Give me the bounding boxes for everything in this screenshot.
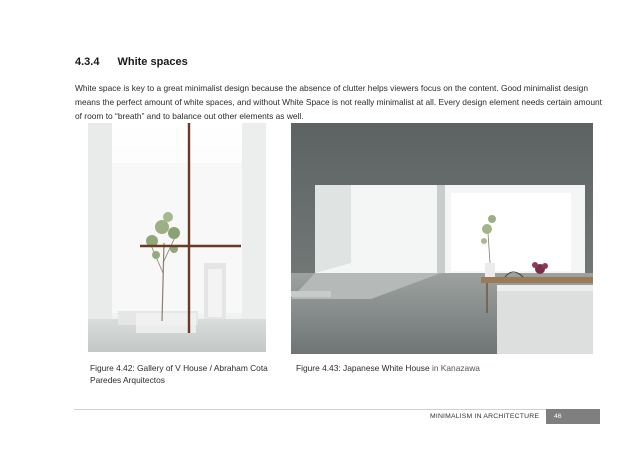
page-number bbox=[546, 409, 600, 424]
figure-4-42-caption bbox=[90, 362, 280, 386]
caption-location: in Kanazawa bbox=[431, 363, 480, 373]
figure-4-43-caption bbox=[296, 362, 556, 374]
footer-title: MINIMALISM IN ARCHITECTURE bbox=[430, 413, 540, 420]
v-house-illustration bbox=[88, 123, 266, 352]
section-number: 4.3.4 bbox=[75, 56, 100, 68]
page-number-label: 46 bbox=[554, 413, 562, 420]
white-house-illustration bbox=[291, 123, 593, 354]
section-paragraph: White space is key to a great minimalist design because the absence of clutter helps viewers focus on the content. Good minimalist design means the perfect amount of white spaces, and without White Space is not really minimalist at all. Every design element needs certain amount of room to “breath” and to balance out other elements as well. bbox=[75, 83, 602, 121]
caption-text: Figure 4.42: Gallery of V House / Abraham Cota Paredes Arquitectos bbox=[90, 363, 268, 385]
figure-v-house-photo bbox=[88, 123, 266, 352]
section-heading bbox=[75, 56, 188, 68]
caption-text: Figure 4.43: Japanese White House bbox=[296, 363, 430, 373]
figure-japanese-white-house-photo bbox=[291, 123, 593, 354]
section-title: White spaces bbox=[117, 56, 188, 68]
footer-divider bbox=[74, 409, 600, 410]
